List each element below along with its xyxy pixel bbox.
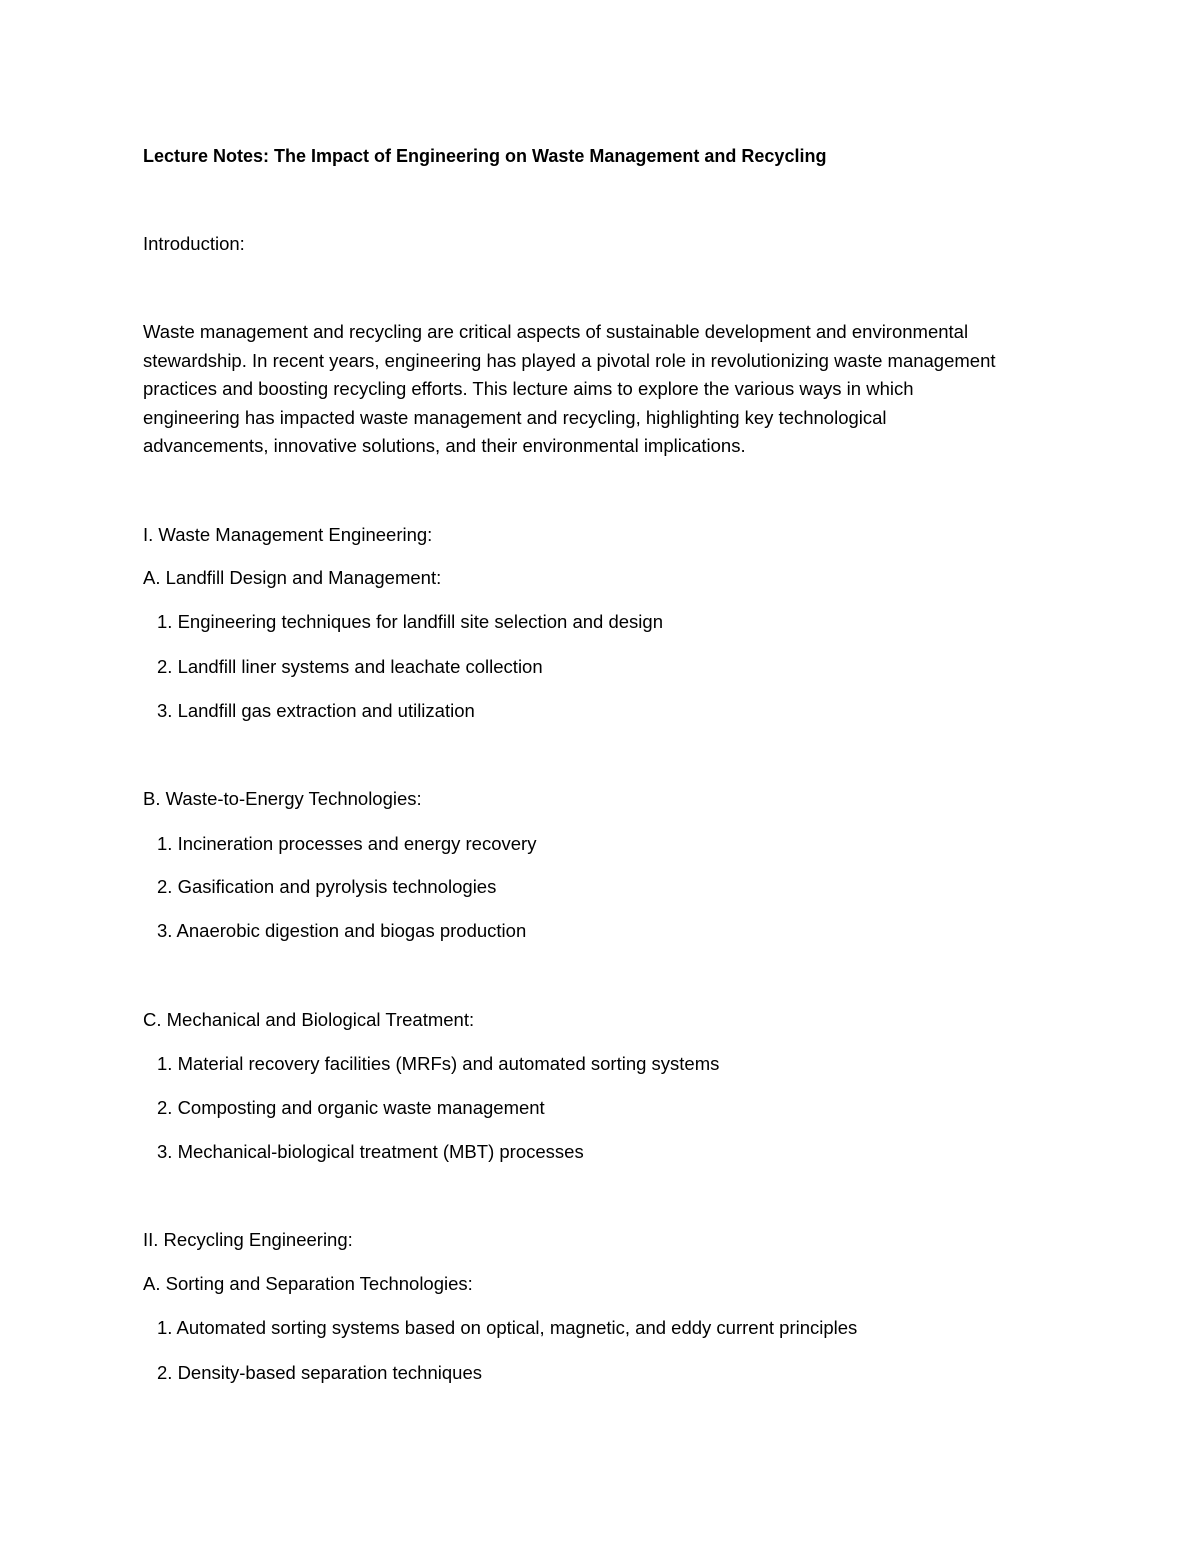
list-item: 2. Density-based separation techniques — [157, 1362, 482, 1383]
subsection-heading: B. Waste-to-Energy Technologies: — [143, 788, 422, 809]
list-item: 3. Mechanical-biological treatment (MBT) processes — [157, 1141, 584, 1162]
intro-line: practices and boosting recycling efforts. This lecture aims to explore the various ways in which — [143, 378, 914, 400]
list-item: 2. Landfill liner systems and leachate collection — [157, 656, 543, 677]
list-item: 3. Landfill gas extraction and utilization — [157, 700, 475, 721]
intro-line: stewardship. In recent years, engineering has played a pivotal role in revolutionizing waste management — [143, 349, 996, 371]
intro-paragraph — [143, 318, 1063, 461]
subsection-heading: A. Sorting and Separation Technologies: — [143, 1273, 473, 1294]
list-item: 2. Gasification and pyrolysis technologies — [157, 876, 497, 897]
subsection-heading: A. Landfill Design and Management: — [143, 567, 442, 588]
intro-line: Waste management and recycling are critical aspects of sustainable development and environmental — [143, 321, 969, 342]
subsection-heading: C. Mechanical and Biological Treatment: — [143, 1009, 475, 1030]
list-item: 1. Material recovery facilities (MRFs) and automated sorting systems — [157, 1053, 720, 1074]
intro-heading: Introduction: — [143, 233, 245, 254]
intro-line: engineering has impacted waste management and recycling, highlighting key technological — [143, 406, 887, 428]
document-title: Lecture Notes: The Impact of Engineering on Waste Management and Recycling — [143, 146, 827, 166]
list-item: 2. Composting and organic waste management — [157, 1097, 545, 1118]
list-item: 1. Incineration processes and energy recovery — [157, 833, 537, 854]
section-heading: I. Waste Management Engineering: — [143, 524, 433, 545]
list-item: 1. Engineering techniques for landfill site selection and design — [157, 611, 663, 632]
section-heading: II. Recycling Engineering: — [143, 1229, 353, 1250]
list-item: 1. Automated sorting systems based on optical, magnetic, and eddy current principles — [157, 1317, 858, 1338]
intro-line: advancements, innovative solutions, and their environmental implications. — [143, 435, 746, 457]
list-item: 3. Anaerobic digestion and biogas production — [157, 920, 527, 941]
